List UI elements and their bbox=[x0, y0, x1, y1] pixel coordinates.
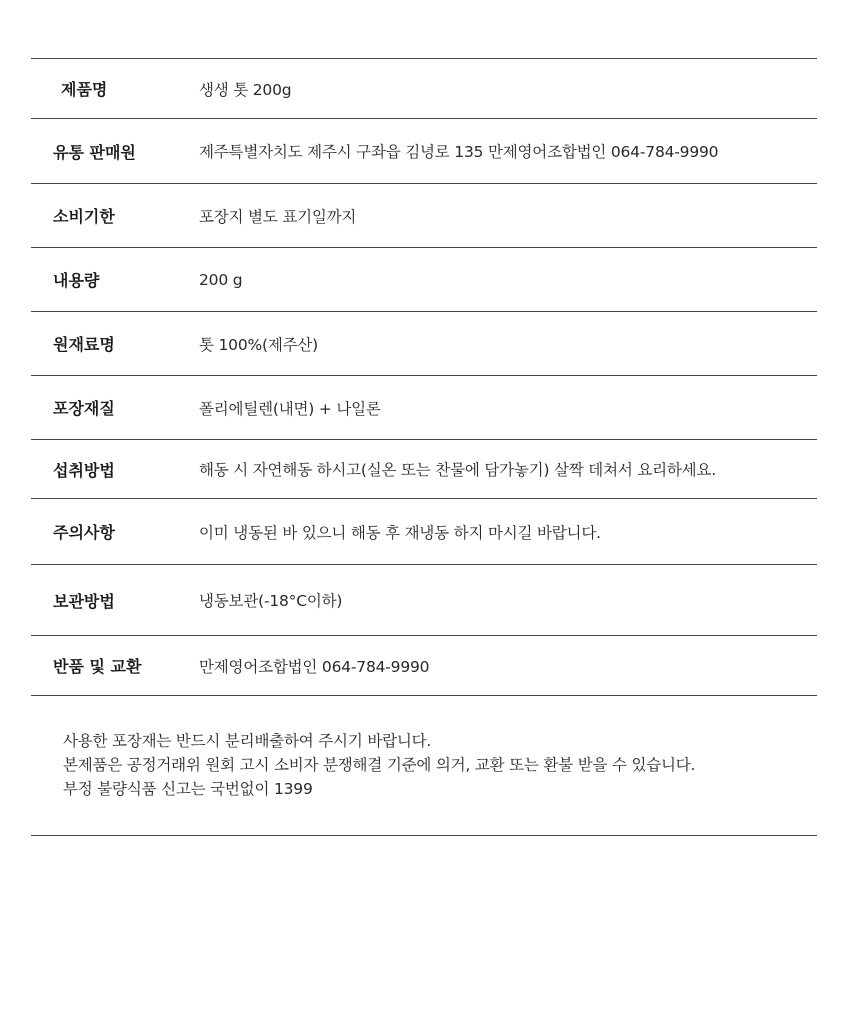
info-row-distributor bbox=[31, 119, 817, 184]
row-label: 주의사항 bbox=[53, 523, 115, 542]
info-row-caution bbox=[31, 499, 817, 565]
row-value: 해동 시 자연해동 하시고(실온 또는 찬물에 담가놓기) 살짝 데쳐서 요리하세요. bbox=[199, 461, 716, 479]
row-label: 보관방법 bbox=[53, 591, 115, 611]
row-label: 유통 판매원 bbox=[53, 142, 136, 162]
row-label: 원재료명 bbox=[53, 335, 115, 354]
info-row-net-weight bbox=[31, 248, 817, 312]
info-row-product-name bbox=[31, 59, 817, 119]
row-value: 톳 100%(제주산) bbox=[199, 335, 319, 354]
row-value: 냉동보관(-18°C이하) bbox=[199, 592, 343, 610]
row-value: 만제영어조합법인 064-784-9990 bbox=[199, 657, 430, 676]
info-row-expiry bbox=[31, 184, 817, 248]
row-label: 내용량 bbox=[53, 271, 100, 290]
row-value: 생생 톳 200g bbox=[199, 80, 292, 99]
row-value: 200 g bbox=[199, 270, 243, 289]
row-label: 소비기한 bbox=[53, 207, 115, 226]
notice-line: 부정 불량식품 신고는 국번없이 1399 bbox=[63, 780, 313, 798]
row-label: 반품 및 교환 bbox=[53, 657, 142, 676]
row-value: 포장지 별도 표기일까지 bbox=[199, 207, 357, 226]
info-row-intake-method bbox=[31, 440, 817, 499]
row-value: 제주특별자치도 제주시 구좌읍 김녕로 135 만제영어조합법인 064-784-9990 bbox=[199, 143, 719, 161]
consumer-notice bbox=[31, 695, 817, 836]
row-value: 폴리에틸렌(내면) + 나일론 bbox=[199, 399, 381, 418]
product-info-table bbox=[31, 58, 817, 696]
info-row-packaging bbox=[31, 376, 817, 440]
notice-line: 사용한 포장재는 반드시 분리배출하여 주시기 바랍니다. bbox=[63, 732, 432, 750]
row-label: 제품명 bbox=[61, 80, 108, 99]
row-label: 포장재질 bbox=[53, 399, 115, 418]
info-row-storage bbox=[31, 565, 817, 636]
row-value: 이미 냉동된 바 있으니 해동 후 재냉동 하지 마시길 바랍니다. bbox=[199, 523, 601, 542]
info-row-ingredients bbox=[31, 312, 817, 376]
info-row-returns bbox=[31, 636, 817, 696]
notice-line: 본제품은 공정거래위 원회 고시 소비자 분쟁해결 기준에 의거, 교환 또는 환불 받을 수 있습니다. bbox=[63, 756, 696, 774]
row-label: 섭취방법 bbox=[53, 460, 115, 480]
